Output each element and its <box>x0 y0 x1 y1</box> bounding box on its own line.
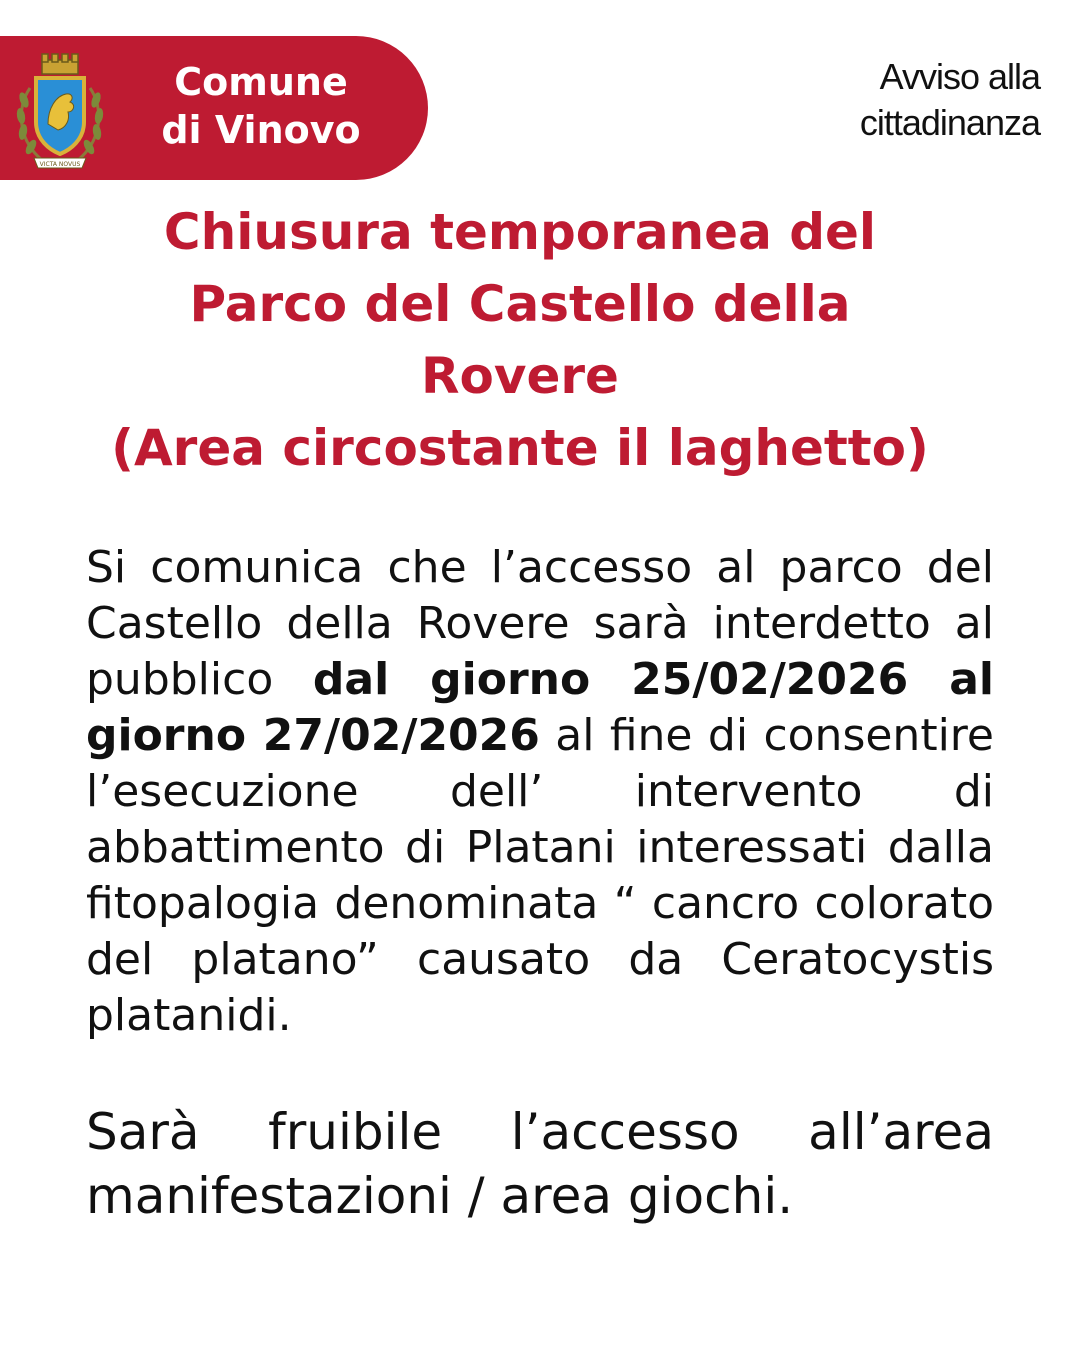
closure-dates: dal giorno 25/02/2026 al giorno 27/02/2026 <box>86 654 994 761</box>
comune-header-badge <box>0 36 428 180</box>
comune-name-line2: di Vinovo <box>161 108 361 152</box>
comune-name <box>136 58 386 154</box>
notice-type-label <box>780 54 1040 146</box>
notice-title-line3: Rovere <box>421 347 619 405</box>
notice-type-line2: cittadinanza <box>859 102 1040 143</box>
notice-body-detail: al fine di consentire l’esecuzione dell’ intervento di abbattimento di Platani interessati dalla fitopalogia denominata “ cancro colorato del platano” causato da Ceratocystis platanidi. <box>86 710 994 1041</box>
notice-title-line1: Chiusura temporanea del <box>163 203 877 261</box>
notice-title <box>60 196 980 484</box>
notice-body <box>86 540 994 1044</box>
notice-title-line4: (Area circostante il laghetto) <box>111 419 929 477</box>
crest-motto: VICTA NOVUS <box>39 161 81 168</box>
notice-type-line1: Avviso alla <box>879 56 1040 97</box>
notice-title-line2: Parco del Castello della <box>189 275 851 333</box>
municipal-crest-icon <box>12 48 108 172</box>
access-note: Sarà fruibile l’accesso all’area manifestazioni / area giochi. <box>86 1103 994 1225</box>
notice-body-intro: Si comunica che l’accesso al parco del Castello della Rovere sarà interdetto al pubblico <box>86 542 994 705</box>
comune-name-line1: Comune <box>174 60 348 104</box>
